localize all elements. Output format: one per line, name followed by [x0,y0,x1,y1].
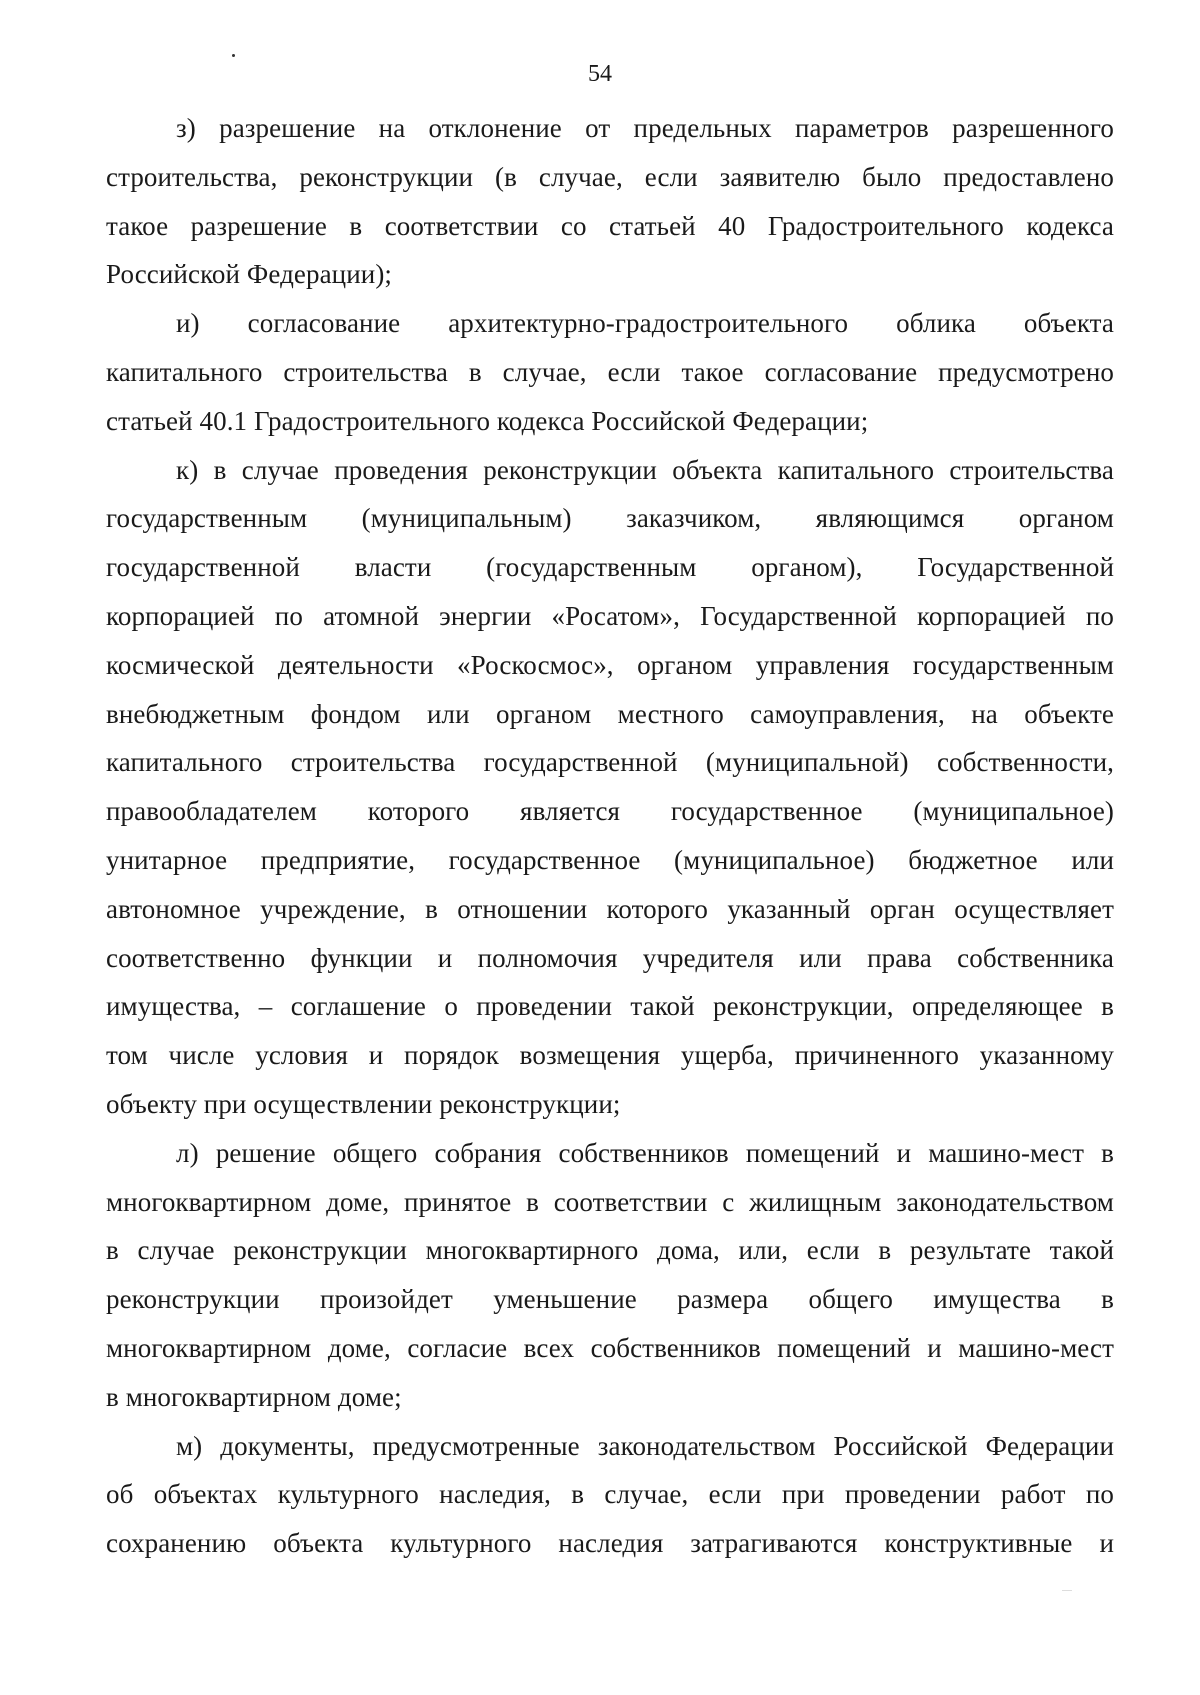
text-line: л) решение общего собрания собственников помещений и машино-мест в [176,1137,1114,1168]
text-line: статьей 40.1 Градостроительного кодекса Российской Федерации; [106,405,869,436]
paragraph-l [106,1129,1114,1422]
text-line: правообладателем которого является государственное (муниципальное) [106,796,1114,827]
text-line: внебюджетным фондом или органом местного самоуправления, на объекте [106,698,1114,729]
text-line: в многоквартирном доме; [106,1381,402,1412]
text-line: корпорацией по атомной энергии «Росатом», Государственной корпорацией по [106,600,1114,631]
text-line: м) документы, предусмотренные законодательством Российской Федерации [176,1430,1114,1461]
scan-speck [232,54,235,57]
text-line: в случае реконструкции многоквартирного дома, или, если в результате такой [106,1235,1114,1266]
text-line: Российской Федерации); [106,259,393,290]
document-body [106,104,1114,1568]
text-line: соответственно функции и полномочия учредителя или права собственника [106,942,1114,973]
text-line: к) в случае проведения реконструкции объекта капитального строительства [176,454,1114,485]
text-line: имущества, – соглашение о проведении такой реконструкции, определяющее в [106,991,1114,1022]
text-line: капитального строительства государственной (муниципальной) собственности, [106,747,1114,778]
text-line: з) разрешение на отклонение от предельных параметров разрешенного [176,113,1114,143]
paragraph-k [106,446,1114,1129]
text-line: сохранению объекта культурного наследия затрагиваются конструктивные и [106,1528,1114,1559]
text-line: объекту при осуществлении реконструкции; [106,1088,621,1119]
paragraph-m [106,1422,1114,1568]
text-line: государственной власти (государственным органом), Государственной [106,552,1114,583]
text-line: строительства, реконструкции (в случае, если заявителю было предоставлено [106,161,1114,192]
page-number: 54 [588,61,612,87]
text-line: такое разрешение в соответствии со статьей 40 Градостроительного кодекса [106,210,1114,241]
paragraph-z [106,104,1114,299]
text-line: космической деятельности «Роскосмос», органом управления государственным [106,649,1114,680]
text-line: об объектах культурного наследия, в случае, если при проведении работ по [106,1479,1114,1510]
text-line: реконструкции произойдет уменьшение размера общего имущества в [106,1284,1114,1315]
paragraph-i [106,299,1114,445]
text-line: унитарное предприятие, государственное (муниципальное) бюджетное или [106,844,1114,875]
text-line: том числе условия и порядок возмещения ущерба, причиненного указанному [106,1040,1114,1071]
text-line: автономное учреждение, в отношении которого указанный орган осуществляет [106,893,1114,924]
text-line: многоквартирном доме, принятое в соответствии с жилищным законодательством [106,1186,1114,1217]
text-line: многоквартирном доме, согласие всех собственников помещений и машино-мест [106,1332,1114,1363]
text-line: и) согласование архитектурно-градостроительного облика объекта [176,308,1114,339]
text-line: капитального строительства в случае, если такое согласование предусмотрено [106,356,1114,387]
text-line: государственным (муниципальным) заказчиком, являющимся органом [106,503,1114,534]
scan-artifact [1062,1590,1072,1591]
